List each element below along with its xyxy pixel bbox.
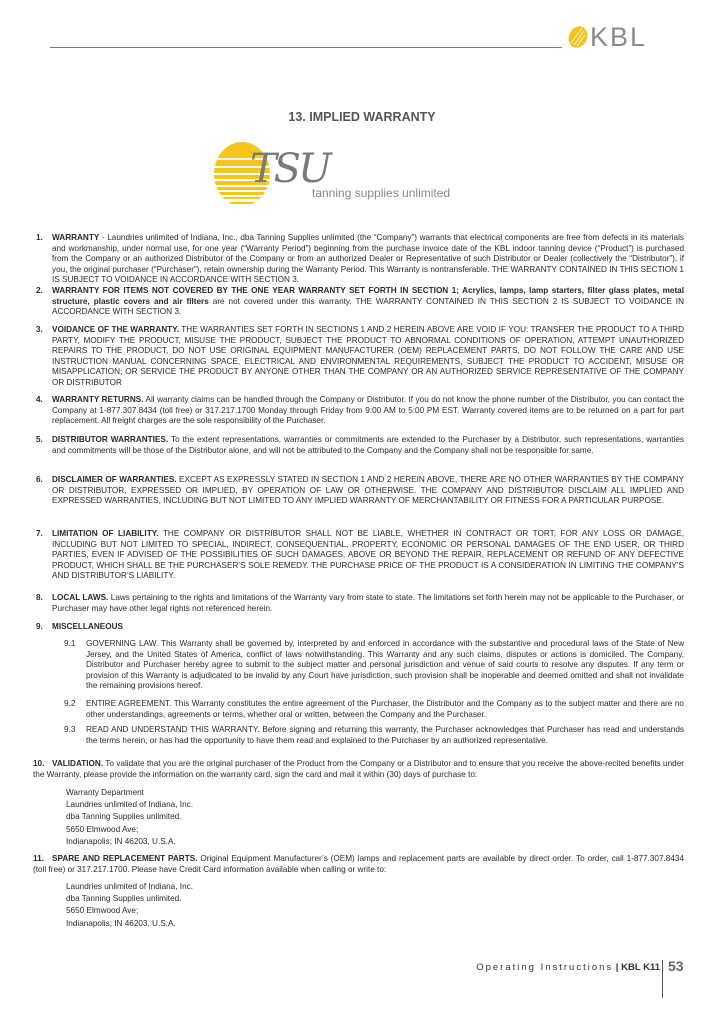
subsection-number: 9.2 — [64, 699, 76, 708]
section-heading: DISTRIBUTOR WARRANTIES. — [52, 435, 169, 444]
section-number: 2. — [36, 286, 43, 295]
parts-address — [66, 881, 193, 930]
section-heading: DISCLAIMER OF WARRANTIES. — [52, 475, 177, 484]
section-number: 9. — [36, 622, 43, 631]
section-text: THE COMPANY OR DISTRIBUTOR SHALL NOT BE LIABLE, WHETHER IN CONTRACT OR TORT, FOR ANY LOSS OR DAMAGE, INCLUDING BUT NOT LIMITED TO SPECIAL, INDIRECT, CONSEQUENTIAL, PROPERTY, ECONOMIC OR PERSONAL DAMAGES OF THE END USER, OR THIRD PARTIES, EVEN IF ADVISED OF THE POSSIBILITIES OF SUCH DAMAGES, ABOVE OR BEYOND THE REPAIR, REPLACEMENT OR REFUND OF ANY DEFECTIVE PRODUCT, WHICH SHALL BE THE PURCHASER’S SOLE REMEDY. THE PURCHASE PRICE OF THE PRODUCT IS A CONSIDERATION IN LIMITING THE COMPANY’S AND DISTRIBUTOR’S LIABILITY. — [52, 529, 684, 581]
address-line: Laundries unlimited of Indiana, Inc. — [66, 882, 193, 891]
section-heading: VALIDATION. — [52, 759, 104, 768]
tsu-tagline: tanning supplies unlimited — [312, 186, 451, 200]
address-line: dba Tanning Supplies unlimited. — [66, 812, 182, 822]
section-text: Laws pertaining to the rights and limitations of the Warranty vary from state to state. The limitations set forth herein may not be applicable to the Purchaser, or Purchaser may have other legal rights not referenced herein. — [52, 593, 685, 613]
subsection-9-1 — [64, 639, 684, 692]
section-number: 7. — [36, 529, 43, 538]
page-number: 53 — [668, 958, 684, 974]
section-heading: WARRANTY FOR ITEMS NOT COVERED BY THE ONE YEAR WARRANTY SET FORTH IN SECTION 1; Acrylics, lamps, lamp starters, filter glass plates, metal structure, plastic covers and air filters — [52, 286, 684, 306]
section-heading: LIMITATION OF LIABILITY. — [52, 529, 159, 538]
address-line: Laundries unlimited of Indiana, Inc. — [66, 800, 193, 810]
section-text: EXCEPT AS EXPRESSLY STATED IN SECTION 1 AND 2 HEREIN ABOVE, THERE ARE NO OTHER WARRANTIES BY THE COMPANY OR DISTRIBUTOR, EXPRESSED OR IMPLIED, BY OPERATION OF LAW OR OTHERWISE. THE COMPANY AND DISTRIBUTOR DISCLAIM ALL IMPLIED AND EXPRESSED WARRANTIES, INCLUDING BUT NOT LIMITED TO ANY IMPLIED WARRANTY OF MERCHANTABILITY OR FITNESS FOR A PARTICULAR PURPOSE. — [52, 475, 684, 506]
section-text: are not covered under this warranty. THE WARRANTY CONTAINED IN THIS SECTION 2 IS SUBJECT TO VOIDANCE IN ACCORDANCE WITH SECTION 3. — [52, 296, 684, 317]
section-2 — [36, 286, 684, 318]
section-heading: LOCAL LAWS. — [52, 593, 109, 602]
section-heading: WARRANTY RETURNS. — [52, 395, 144, 404]
section-11 — [33, 854, 684, 875]
section-number: 5. — [36, 435, 43, 444]
section-number: 10. — [33, 759, 45, 768]
subsection-9-2 — [64, 699, 684, 720]
section-3 — [36, 325, 684, 389]
footer-model: KBL K11 — [621, 962, 660, 973]
subsection-text: GOVERNING LAW. This Warranty shall be governed by, interpreted by and enforced in accordance with the substantive and procedural laws of the State of New Jersey, and the United States of America, conflict of laws notwithstanding. This Warranty and any such claims, disputes or actions is domiciled. The Company, Distributor and Purchaser hereby agree to submit to the subject matter and personal jurisdiction and venue of said courts to resolve any disputes. If any term or provision of this Warranty is adjudicated to be invalid by any Court have jurisdiction, such provision shall be inoperable and deemed omitted and shall not invalidate the remaining provisions hereof. — [86, 639, 684, 691]
kbl-logo — [566, 22, 647, 52]
section-number: 6. — [36, 475, 43, 484]
address-line: dba Tanning Supplies unlimited. — [66, 894, 182, 904]
footer — [420, 962, 660, 973]
section-number: 8. — [36, 593, 43, 602]
section-7 — [36, 529, 684, 582]
section-5 — [36, 435, 684, 456]
address-line: Indianapolis; IN 46203, U.S.A. — [66, 918, 176, 928]
section-number: 3. — [36, 325, 43, 334]
section-number: 11. — [33, 854, 44, 863]
header-rule — [50, 47, 562, 48]
kbl-leaf-icon — [566, 25, 588, 49]
tsu-letters: TSU — [250, 146, 329, 192]
section-number: 4. — [36, 395, 43, 404]
section-10 — [33, 759, 684, 780]
subsection-9-3 — [64, 725, 684, 746]
section-text: THE WARRANTIES SET FORTH IN SECTIONS 1 AND 2 HEREIN ABOVE ARE VOID IF YOU: TRANSFER THE PRODUCT TO A THIRD PARTY, MODIFY THE PRODUCT, MISUSE THE PRODUCT, SUBJECT THE PRODUCT TO ABNORMAL CONDITIONS OF OPERATION, ATTEMPT UNAUTHORIZED REPAIRS TO THE PRODUCT, DO NOT USE ORIGINAL EQUIPMENT MANUFACTURER (OEM) REPLACEMENT PARTS, DO NOT FOLLOW THE CARE AND USE INSTRUCTION MANUAL CONCERNING SPACE, ELECTRICAL AND ENVIRONMENTAL REQUIREMENTS, SUBJECT THE PRODUCT TO ACCIDENT, MISUSE OR MISAPPLICATION; OR SERVICE THE PRODUCT BY ANYONE OTHER THAN THE COMPANY OR AN AUTHORIZED SERVICE REPRESENTATIVE OF THE COMPANY OR DISTRIBUTOR — [52, 325, 685, 387]
tsu-logo — [212, 138, 512, 208]
subsection-number: 9.3 — [64, 725, 76, 734]
page-title: 13. IMPLIED WARRANTY — [288, 110, 436, 124]
section-9 — [36, 622, 684, 633]
section-1 — [36, 233, 684, 286]
subsection-text: ENTIRE AGREEMENT. This Warranty constitutes the entire agreement of the Purchaser, the Distributor and the Company as to the subject matter and there are no other understandings, agreements or terms, whether oral or written, between the Company and the Purchaser. — [86, 699, 684, 719]
section-text: To validate that you are the original purchaser of the Product from the Company or a Distributor and to ensure that you receive the above-recited benefits under the Warranty, please provide the information on the warranty card, sign the card and mail it within (30) days of purchase to: — [33, 759, 684, 779]
section-4 — [36, 395, 684, 427]
address-line: 5650 Elmwood Ave; — [66, 824, 139, 834]
section-text: - Laundries unlimited of Indiana, Inc., dba Tanning Supplies unlimited (the “Company”) warrants that electrical components are free from defects in its materials and workmanship, under normal use, for one year (“Warranty Period”) beginning from the purchase invoice date of the KBL indoor tanning device (“Product”) is purchased from the Company or an authorized Distributor of the Company or from an authorized Dealer or Representative of such Distributor or Dealer (collectively the “Distributor”), if you, the original purchaser (“Purchaser”), retain ownership during the Warranty Period. This Warranty is nontransferable. THE WARRANTY CONTAINED IN THIS SECTION 1 IS SUBJECT TO VOIDANCE IN ACCORDANCE WITH SECTION 3. — [52, 233, 684, 285]
section-8 — [36, 593, 684, 614]
address-line: Indianapolis; IN 46203, U.S.A. — [66, 836, 176, 846]
footer-label: Operating Instructions — [476, 962, 614, 973]
address-line: Warranty Department — [66, 788, 144, 797]
kbl-logo-text: KBL — [590, 21, 648, 52]
section-6 — [36, 475, 684, 507]
section-heading: MISCELLANEOUS — [52, 622, 123, 631]
section-heading: VOIDANCE OF THE WARRANTY. — [52, 325, 179, 334]
footer-separator: | — [613, 962, 622, 973]
footer-divider — [662, 960, 663, 998]
section-heading: WARRANTY — [52, 233, 100, 242]
section-number: 1. — [36, 233, 43, 242]
section-text: Original Equipment Manufacturer’s (OEM) lamps and replacement parts are available by direct order. To order, call 1-877.307.8434 (toll free) or 317.217.1700. Please have Credit Card information available when calling or write to: — [33, 854, 684, 874]
section-heading: SPARE AND REPLACEMENT PARTS. — [52, 854, 198, 863]
subsection-number: 9.1 — [64, 639, 76, 648]
section-text: To the extent representations, warranties or commitments are extended to the Purchaser by a Distributor, such representations, warranties and commitments will be those of the Distributor alone, and will not be attributed to the Company and the Company shall not be responsible for same. — [52, 435, 685, 455]
section-text: All warranty claims can be handled through the Company or Distributor. If you do not know the phone number of the Distributor, you can contact the Company at 1-877.307.8434 (toll free) or 317.217.1700 Monday through Friday from 9:00 AM to 5:00 PM EST. Warranty covered items are to be returned on a part for part replacement. All freight charges are the sole responsibility of the Purchaser. — [52, 395, 684, 426]
subsection-text: READ AND UNDERSTAND THIS WARRANTY. Before signing and returning this warranty, the Purchaser acknowledges that Purchaser has read and understands the terms herein, or has had the opportunity to have them read and explained to the Purchaser by an authorized representative. — [86, 725, 684, 745]
validation-address — [66, 787, 193, 848]
address-line: 5650 Elmwood Ave; — [66, 906, 139, 916]
